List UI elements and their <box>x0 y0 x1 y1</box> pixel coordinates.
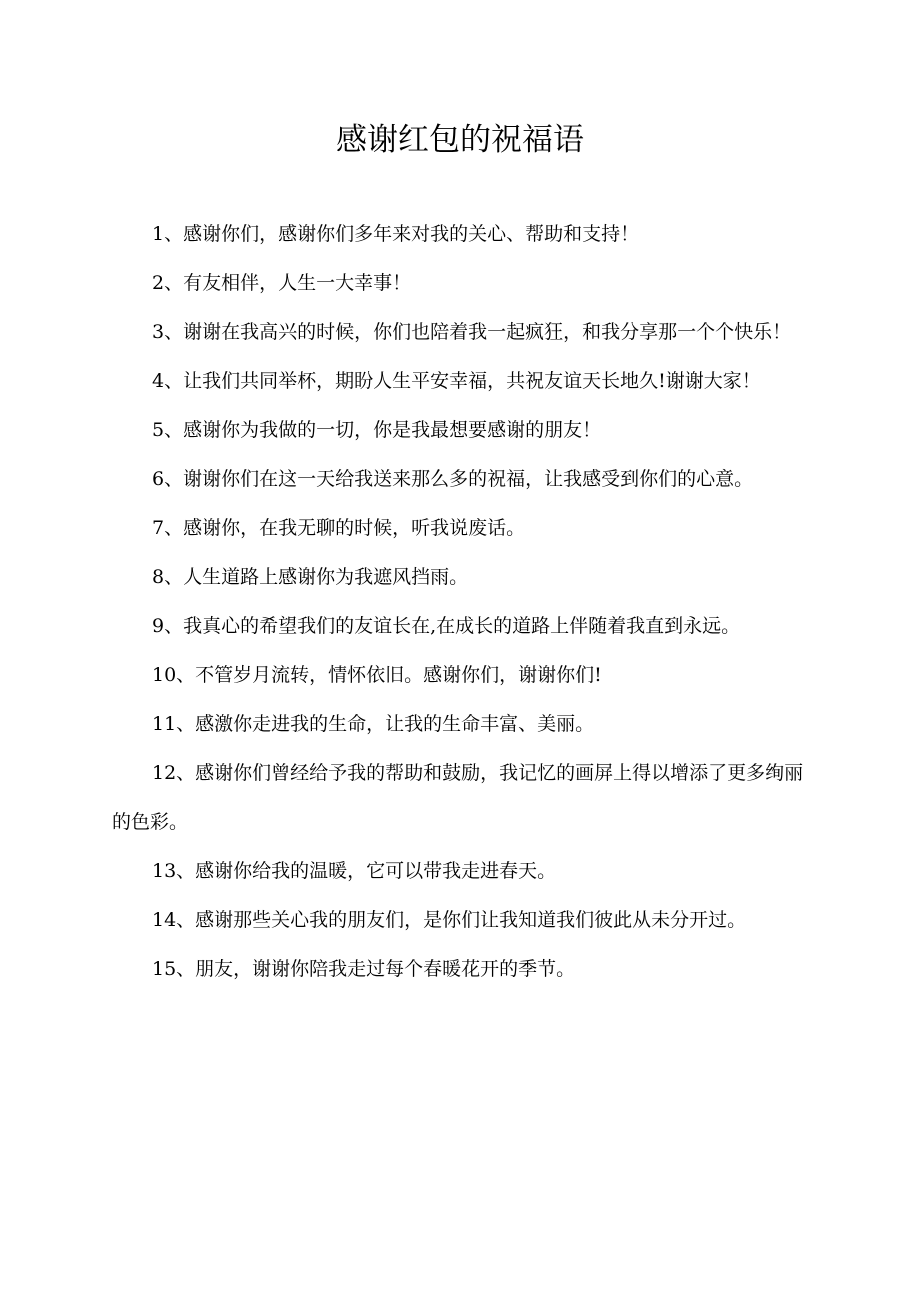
paragraph-11: 11、感激你走进我的生命，让我的生命丰富、美丽。 <box>152 713 595 735</box>
paragraph-15: 15、朋友，谢谢你陪我走过每个春暖花开的季节。 <box>152 958 576 980</box>
paragraph-2: 2、有友相伴，人生一大幸事！ <box>152 272 412 294</box>
document-body <box>112 210 812 994</box>
paragraph-3: 3、谢谢在我高兴的时候，你们也陪着我一起疯狂，和我分享那一个个快乐！ <box>152 321 792 343</box>
paragraph-12: 12、感谢你们曾经给予我的帮助和鼓励，我记忆的画屏上得以增添了更多绚丽的色彩。 <box>112 762 804 833</box>
document-title: 感谢红包的祝福语 <box>336 122 584 158</box>
paragraph-9: 9、我真心的希望我们的友谊长在,在成长的道路上伴随着我直到永远。 <box>152 615 741 637</box>
paragraph-14: 14、感谢那些关心我的朋友们，是你们让我知道我们彼此从未分开过。 <box>152 909 747 931</box>
paragraph-4: 4、让我们共同举杯，期盼人生平安幸福，共祝友谊天长地久!谢谢大家！ <box>152 370 761 392</box>
paragraph-10: 10、不管岁月流转，情怀依旧。感谢你们，谢谢你们! <box>152 664 602 686</box>
paragraph-13: 13、感谢你给我的温暖，它可以带我走进春天。 <box>152 860 557 882</box>
paragraph-1: 1、感谢你们，感谢你们多年来对我的关心、帮助和支持！ <box>152 223 640 245</box>
paragraph-5: 5、感谢你为我做的一切，你是我最想要感谢的朋友！ <box>152 419 602 441</box>
paragraph-6: 6、谢谢你们在这一天给我送来那么多的祝福，让我感受到你们的心意。 <box>152 468 754 490</box>
paragraph-8: 8、人生道路上感谢你为我遮风挡雨。 <box>152 566 469 588</box>
paragraph-7: 7、感谢你，在我无聊的时候，听我说废话。 <box>152 517 526 539</box>
